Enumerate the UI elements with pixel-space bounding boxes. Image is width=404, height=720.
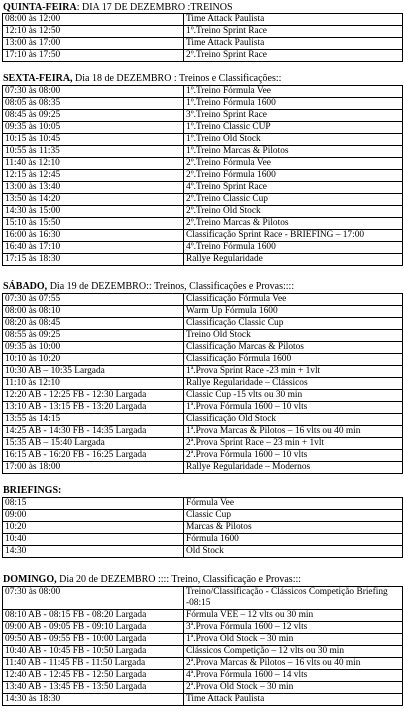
table-row	[3, 378, 403, 390]
table-row	[3, 134, 403, 146]
table-row	[3, 646, 403, 658]
event-cell: 2º.Treino Marcas & Pilotos	[184, 218, 403, 230]
table-row	[3, 294, 403, 306]
event-cell: 2ª.Prova Marcas & Pilotos – 16 vlts ou 40 min	[184, 658, 403, 670]
table-row	[3, 682, 403, 694]
event-cell: Time Attack Paulista	[184, 694, 403, 706]
event-cell: Classic Cup	[184, 510, 403, 522]
time-cell: 14:30 às 15:00	[3, 206, 184, 218]
event-cell: 1ª.Prova Old Stock – 30 min	[184, 634, 403, 646]
event-cell: 1º.Treino Fórmula Vee	[184, 86, 403, 98]
event-cell: Classic Cup -15 vlts ou 30 min	[184, 390, 403, 402]
table-row	[3, 122, 403, 134]
day-header-quinta	[3, 2, 233, 13]
time-cell: 09:35 às 10:05	[3, 122, 184, 134]
time-cell: 08:00 às 12:00	[3, 14, 184, 26]
day-header-sexta	[3, 73, 281, 84]
table-row	[3, 230, 403, 242]
table-row	[3, 182, 403, 194]
schedule-table-sabado	[2, 293, 403, 474]
time-cell: 07:30 às 08:00	[3, 86, 184, 98]
event-cell: 2º.Treino Fórmula Vee	[184, 158, 403, 170]
event-cell: Fórmula Vee	[184, 498, 403, 510]
time-cell: 14:25 AB - 14:30 FB - 14:35 Largada	[3, 426, 184, 438]
table-row	[3, 634, 403, 646]
event-cell: 2º.Treino Fórmula 1600	[184, 170, 403, 182]
time-cell: 14:30 às 18:30	[3, 694, 184, 706]
time-cell: 10:10 às 10:20	[3, 354, 184, 366]
time-cell: 12:15 às 12:45	[3, 170, 184, 182]
event-cell: Warm Up Fórmula 1600	[184, 306, 403, 318]
time-cell: 15:35 AB – 15:40 Largada	[3, 438, 184, 450]
event-cell: 1º.Treino Old Stock	[184, 134, 403, 146]
time-cell: 11:40 às 12:10	[3, 158, 184, 170]
table-row	[3, 306, 403, 318]
event-cell: 1ª.Prova Sprint Race -23 min + 1vlt	[184, 366, 403, 378]
table-row	[3, 86, 403, 98]
event-cell: 2ª.Prova Fórmula 1600 – 10 vlts	[184, 450, 403, 462]
time-cell: 17:00 às 18:00	[3, 462, 184, 474]
briefings-header	[3, 485, 61, 496]
table-row	[3, 366, 403, 378]
table-row	[3, 170, 403, 182]
table-row	[3, 510, 403, 522]
event-cell: Rallye Regularidade – Clássicos	[184, 378, 403, 390]
event-cell: Rallye Regularidade – Modernos	[184, 462, 403, 474]
time-cell: 13:10 AB - 13:15 FB - 13:20 Largada	[3, 402, 184, 414]
time-cell: 08:15	[3, 498, 184, 510]
table-row	[3, 242, 403, 254]
table-row	[3, 218, 403, 230]
time-cell: 08:05 às 08:35	[3, 98, 184, 110]
table-row	[3, 450, 403, 462]
day-header-sabado	[3, 281, 294, 292]
day-subtitle: Dia 18 de DEZEMBRO : Treinos e Classificações::	[72, 73, 282, 84]
briefings-table	[2, 497, 403, 558]
section-title: BRIEFINGS:	[3, 485, 62, 496]
day-title: SEXTA-FEIRA,	[3, 73, 73, 84]
table-row	[3, 390, 403, 402]
event-cell: Classificação Old Stock	[184, 414, 403, 426]
day-header-domingo	[3, 574, 301, 585]
table-row	[3, 546, 403, 558]
table-row	[3, 670, 403, 682]
table-row	[3, 694, 403, 706]
time-cell: 07:30 às 07:55	[3, 294, 184, 306]
table-row	[3, 610, 403, 622]
event-cell: 4ª.Prova Fórmula 1600 – 14 vlts	[184, 670, 403, 682]
table-row	[3, 26, 403, 38]
event-cell: 1ª.Prova Marcas & Pilotos – 16 vlts ou 40 min	[184, 426, 403, 438]
event-cell: Classificação Classic Cup	[184, 318, 403, 330]
time-cell: 11:10 às 12:10	[3, 378, 184, 390]
table-row	[3, 402, 403, 414]
time-cell: 13:00 às 13:40	[3, 182, 184, 194]
time-cell: 09:00	[3, 510, 184, 522]
day-subtitle: Dia 19 de DEZEMBRO:: Treinos, Classificações e Provas::::	[47, 281, 295, 292]
time-cell: 16:00 às 16:30	[3, 230, 184, 242]
day-subtitle: Dia 20 de DEZEMBRO :::: Treino, Classificação e Provas:::	[56, 574, 302, 585]
event-cell: Fórmula 1600	[184, 534, 403, 546]
time-cell: 08:00 às 08:10	[3, 306, 184, 318]
time-cell: 15:10 às 15:50	[3, 218, 184, 230]
schedule-table-quinta	[2, 13, 403, 62]
day-title: DOMINGO,	[3, 574, 57, 585]
table-row	[3, 462, 403, 474]
table-row	[3, 254, 403, 266]
event-cell: Treino Old Stock	[184, 330, 403, 342]
event-cell: 4º.Treino Sprint Race	[184, 182, 403, 194]
table-row	[3, 414, 403, 426]
event-cell: 1ª.Prova Fórmula 1600 – 10 vlts	[184, 402, 403, 414]
table-row	[3, 38, 403, 50]
event-cell: Classificação Fórmula 1600	[184, 354, 403, 366]
event-cell: 2º.Treino Classic Cup	[184, 194, 403, 206]
time-cell: 08:20 às 08:45	[3, 318, 184, 330]
time-cell: 09:35 às 10:00	[3, 342, 184, 354]
table-row	[3, 194, 403, 206]
table-row	[3, 110, 403, 122]
day-title: QUINTA-FEIRA	[3, 2, 77, 13]
event-cell: Treino/Classificação - Clássicos Competição Briefing -08:15	[184, 587, 403, 610]
event-cell: 2ª.Prova Sprint Race – 23 min + 1vlt	[184, 438, 403, 450]
time-cell: 13:00 às 17:00	[3, 38, 184, 50]
time-cell: 10:40 AB - 10:45 FB - 10:50 Largada	[3, 646, 184, 658]
event-cell: 4º.Treino Fórmula 1600	[184, 242, 403, 254]
event-cell: 2º.Treino Sprint Race	[184, 50, 403, 62]
time-cell: 07:30 às 08:00	[3, 587, 184, 610]
event-cell: 1º.Treino Sprint Race	[184, 26, 403, 38]
schedule-table-domingo	[2, 586, 403, 706]
table-row	[3, 438, 403, 450]
time-cell: 16:15 AB - 16:20 FB - 16:25 Largada	[3, 450, 184, 462]
table-row	[3, 158, 403, 170]
event-cell: Time Attack Paulista	[184, 14, 403, 26]
table-row	[3, 354, 403, 366]
table-row	[3, 318, 403, 330]
time-cell: 09:50 AB - 09:55 FB - 10:00 Largada	[3, 634, 184, 646]
event-cell: 2º.Treino Old Stock	[184, 206, 403, 218]
event-cell: Time Attack Paulista	[184, 38, 403, 50]
time-cell: 11:40 AB - 11:45 FB - 11:50 Largada	[3, 658, 184, 670]
time-cell: 13:55 às 14:15	[3, 414, 184, 426]
table-row	[3, 658, 403, 670]
time-cell: 10:30 AB – 10:35 Largada	[3, 366, 184, 378]
time-cell: 09:00 AB - 09:05 FB - 09:10 Largada	[3, 622, 184, 634]
time-cell: 08:55 às 09:25	[3, 330, 184, 342]
time-cell: 12:40 AB - 12:45 FB - 12:50 Largada	[3, 670, 184, 682]
table-row	[3, 426, 403, 438]
event-cell: 3º.Treino Sprint Race	[184, 110, 403, 122]
event-cell: 1º.Treino Classic CUP	[184, 122, 403, 134]
table-row	[3, 14, 403, 26]
schedule-table-sexta	[2, 85, 403, 266]
time-cell: 12:10 às 12:50	[3, 26, 184, 38]
table-row	[3, 622, 403, 634]
time-cell: 08:10 AB - 08:15 FB - 08:20 Largada	[3, 610, 184, 622]
event-cell: Old Stock	[184, 546, 403, 558]
table-row	[3, 534, 403, 546]
event-cell: 2ª.Prova Old Stock – 30 min	[184, 682, 403, 694]
time-cell: 10:55 às 11:35	[3, 146, 184, 158]
table-row	[3, 146, 403, 158]
event-cell: Classificação Marcas & Pilotos	[184, 342, 403, 354]
table-row	[3, 98, 403, 110]
event-cell: Marcas & Pilotos	[184, 522, 403, 534]
time-cell: 08:45 às 09:25	[3, 110, 184, 122]
day-subtitle: : DIA 17 DE DEZEMBRO :TREINOS	[76, 2, 233, 13]
time-cell: 10:20	[3, 522, 184, 534]
table-row	[3, 330, 403, 342]
event-cell: 3ª.Prova Fórmula 1600 – 12 vlts	[184, 622, 403, 634]
event-cell: Rallye Regularidade	[184, 254, 403, 266]
time-cell: 16:40 às 17:10	[3, 242, 184, 254]
day-title: SÁBADO,	[3, 281, 48, 292]
table-row	[3, 50, 403, 62]
event-cell: Clássicos Competição – 12 vlts ou 30 min	[184, 646, 403, 658]
table-row	[3, 342, 403, 354]
event-cell: 1º.Treino Fórmula 1600	[184, 98, 403, 110]
table-row	[3, 498, 403, 510]
time-cell: 17:15 às 18:30	[3, 254, 184, 266]
time-cell: 14:30	[3, 546, 184, 558]
time-cell: 13:50 às 14:20	[3, 194, 184, 206]
event-cell: 1º.Treino Marcas & Pilotos	[184, 146, 403, 158]
time-cell: 17:10 às 17:50	[3, 50, 184, 62]
time-cell: 13:40 AB - 13:45 FB - 13:50 Largada	[3, 682, 184, 694]
table-row	[3, 522, 403, 534]
table-row	[3, 206, 403, 218]
event-cell: Classificação Fórmula Vee	[184, 294, 403, 306]
time-cell: 12:20 AB - 12:25 FB - 12:30 Largada	[3, 390, 184, 402]
time-cell: 10:40	[3, 534, 184, 546]
event-cell: Fórmula VEE – 12 vlts ou 30 min	[184, 610, 403, 622]
event-cell: Classificação Sprint Race - BRIEFING – 17:00	[184, 230, 403, 242]
table-row	[3, 587, 403, 610]
time-cell: 10:15 às 10:45	[3, 134, 184, 146]
